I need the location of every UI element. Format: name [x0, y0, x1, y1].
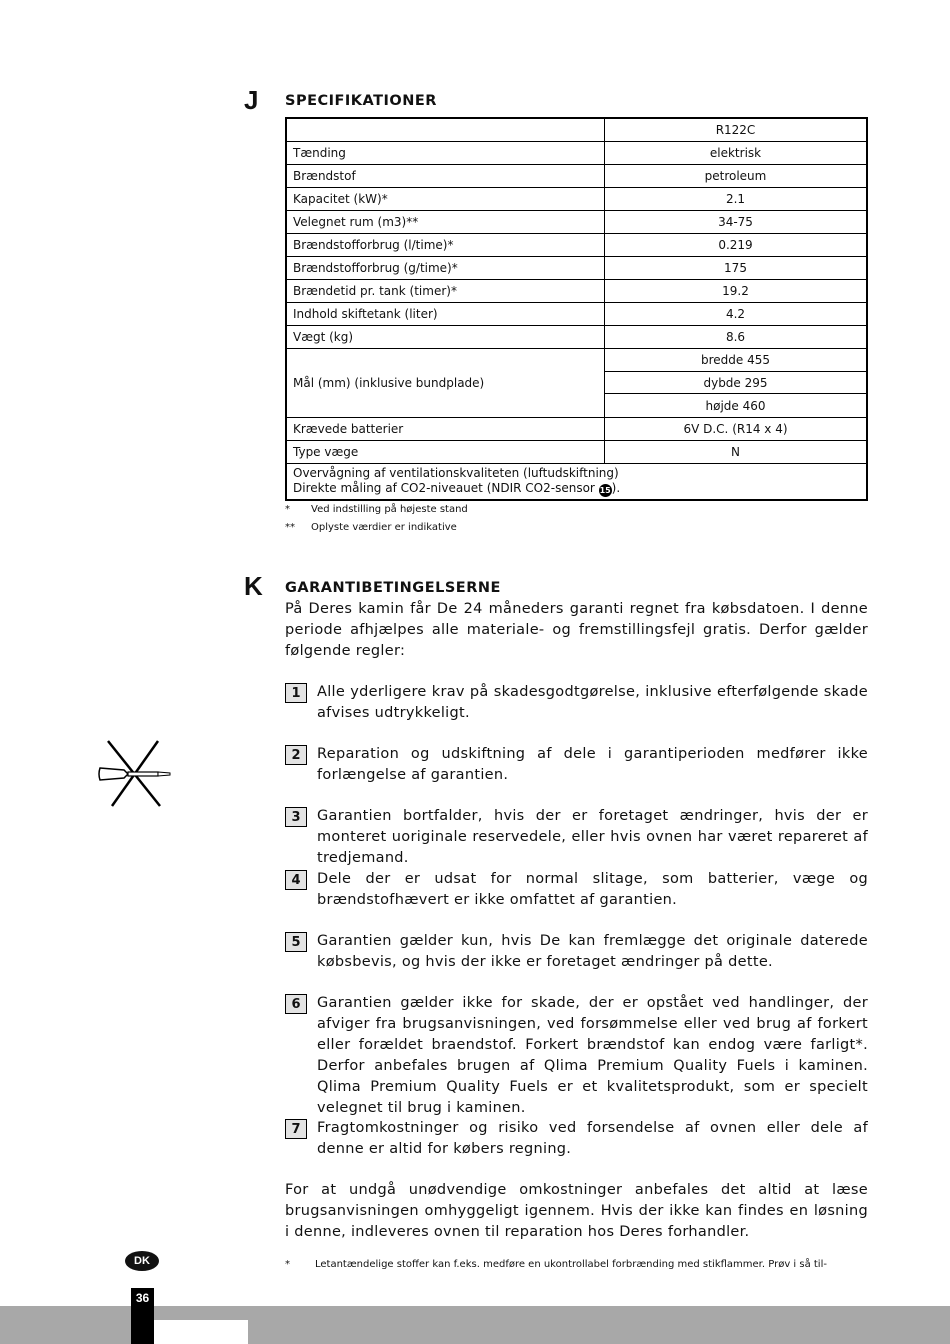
dimensions-label: Mål (mm) (inklusive bundplade)	[287, 349, 605, 417]
spec-row	[287, 188, 866, 211]
item-text: Garantien gælder ikke for skade, der er opstået ved handlinger, der afviger fra brugsanvisningen, ved forsømmelse eller ved brug af forkert eller forældet braendstof. Forkert brændstof kan endog være farligt*. Derfor anbefales brugen af Qlima Premium Quality Fuels i kaminen. Qlima Premium Quality Fuels er et kvalitetsprodukt, som er specielt velegnet til brug i kaminen.	[317, 995, 868, 1116]
spec-label: Type væge	[287, 441, 605, 463]
spec-label: Krævede batterier	[287, 418, 605, 440]
dimension-height: højde 460	[705, 398, 766, 413]
spec-row	[287, 257, 866, 280]
spec-label: Vægt (kg)	[287, 326, 605, 348]
ventilation-note-line2: Direkte måling af CO2-niveauet (NDIR CO2-sensor 15).	[293, 481, 621, 495]
section-title-specifications: SPECIFIKATIONER	[285, 93, 437, 109]
spec-value: 34-75	[718, 215, 753, 229]
section-letter-j: J	[244, 85, 259, 115]
bottom-footnote: * Letantændelige stoffer kan f.eks. medføre en ukontrollabel forbrænding med stikflammer. Prøv i så til-	[285, 1259, 827, 1270]
spec-label: Kapacitet (kW)*	[287, 188, 605, 210]
item-number: 3	[285, 807, 307, 827]
spec-label: Indhold skiftetank (liter)	[287, 303, 605, 325]
warranty-item	[285, 931, 868, 973]
item-text: Garantien bortfalder, hvis der er foretaget ændringer, hvis der er monteret uoriginale reservedele, eller hvis ovnen har været repareret af tredjemand.	[317, 808, 868, 866]
item-text: Fragtomkostninger og risiko ved forsendelse af ovnen eller dele af denne er altid for købers regning.	[317, 1120, 868, 1157]
spec-label: Velegnet rum (m3)**	[287, 211, 605, 233]
item-number: 5	[285, 932, 307, 952]
section-title-warranty: GARANTIBETINGELSERNE	[285, 580, 501, 596]
crossed-screwdriver-icon	[98, 738, 174, 810]
warranty-item	[285, 744, 868, 786]
spec-value: 19.2	[722, 284, 749, 298]
model-header: R122C	[715, 123, 756, 137]
warranty-item	[285, 806, 868, 869]
footer-blank-box	[154, 1320, 248, 1344]
spec-label: Brændetid pr. tank (timer)*	[287, 280, 605, 302]
spec-label: Tænding	[287, 142, 605, 164]
language-badge: DK	[125, 1251, 159, 1271]
spec-row	[287, 165, 866, 188]
item-number: 4	[285, 870, 307, 890]
item-number: 7	[285, 1119, 307, 1139]
warranty-intro: På Deres kamin får De 24 måneders garanti regnet fra købsdatoen. I denne periode afhjælpes alle materiale- og fremstillingsfejl gratis. Derfor gælder følgende regler:	[285, 601, 868, 659]
item-text: Dele der er udsat for normal slitage, som batterier, væge og brændstofhævert er ikke omfattet af garantien.	[317, 871, 868, 908]
spec-value: 175	[724, 261, 747, 275]
dimension-width: bredde 455	[605, 349, 866, 372]
closing-paragraph: For at undgå unødvendige omkostninger anbefales det altid at læse brugsanvisningen omhyggeligt igennem. Hvis der ikke kan findes en løsning i denne, indleveres ovnen til reparation hos Deres forhandler.	[285, 1182, 868, 1240]
spec-label: Brændstofforbrug (g/time)*	[287, 257, 605, 279]
warranty-item	[285, 1118, 868, 1160]
spec-row	[287, 234, 866, 257]
dimensions-row	[287, 349, 866, 418]
spec-value: 8.6	[725, 330, 746, 344]
warranty-item	[285, 682, 868, 724]
section-letter-k: K	[244, 571, 263, 601]
item-number: 6	[285, 994, 307, 1014]
ventilation-note	[287, 464, 866, 499]
item-text: Garantien gælder kun, hvis De kan fremlægge det originale daterede købsbevis, og hvis der ikke er foretaget ændringer på dette.	[317, 933, 868, 970]
spec-table	[285, 117, 868, 501]
spec-value: 6V D.C. (R14 x 4)	[683, 422, 788, 436]
spec-row	[287, 441, 866, 464]
warranty-item	[285, 869, 868, 911]
ventilation-note-line1: Overvågning af ventilationskvaliteten (luftudskiftning)	[293, 466, 619, 480]
reference-number-badge: 15	[599, 486, 611, 495]
spec-value: N	[731, 445, 740, 459]
spec-value: elektrisk	[709, 146, 762, 160]
spec-value: 4.2	[725, 307, 746, 321]
spec-value: 2.1	[725, 192, 746, 206]
spec-row	[287, 418, 866, 441]
spec-row	[287, 142, 866, 165]
item-text: Reparation og udskiftning af dele i garantiperioden medfører ikke forlængelse af garantien.	[317, 746, 868, 783]
spec-value: 0.219	[718, 238, 753, 252]
spec-value: petroleum	[704, 169, 767, 183]
item-number: 2	[285, 745, 307, 765]
item-text: Alle yderligere krav på skadesgodtgørelse, inklusive efterfølgende skade afvises udtrykkeligt.	[317, 684, 868, 721]
warranty-item	[285, 993, 868, 1119]
spec-label: Brændstof	[287, 165, 605, 187]
page-number: 36	[135, 1291, 150, 1305]
spec-row	[287, 326, 866, 349]
table-header-row	[287, 119, 866, 142]
spec-row	[287, 303, 866, 326]
spec-row	[287, 280, 866, 303]
dimension-depth: dybde 295	[605, 372, 866, 395]
spec-label: Brændstofforbrug (l/time)*	[287, 234, 605, 256]
spec-row	[287, 211, 866, 234]
footnote-2: ** Oplyste værdier er indikative	[285, 522, 457, 533]
item-number: 1	[285, 683, 307, 703]
footnote-1: * Ved indstilling på højeste stand	[285, 504, 468, 515]
